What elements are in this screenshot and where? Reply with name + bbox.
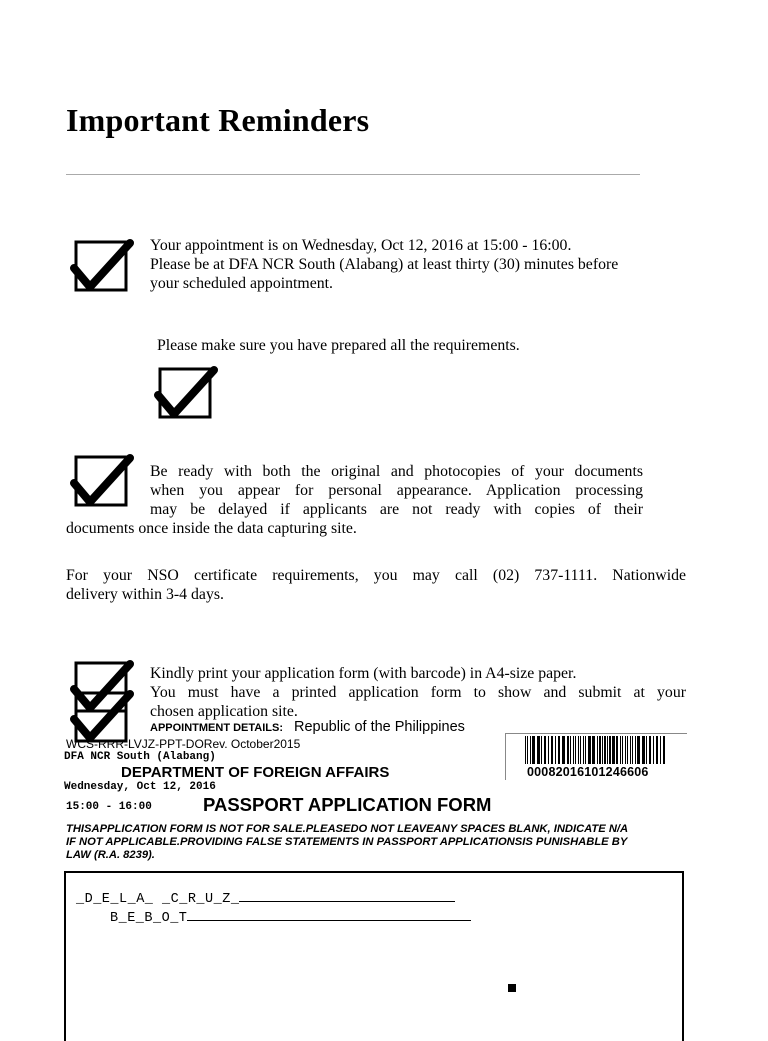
reminder-documents-line4: documents once inside the data capturing site.	[66, 520, 357, 537]
barcode-bar	[622, 736, 623, 764]
barcode-bar	[607, 736, 608, 764]
barcode-bar	[588, 736, 591, 764]
form-code: WCS-RRR-LVJZ-PPT-DORev. October2015	[66, 737, 301, 751]
barcode-icon	[525, 736, 665, 764]
firstname-field	[110, 911, 471, 926]
barcode-bar	[656, 736, 658, 764]
barcode-bar	[602, 736, 603, 764]
appointment-time: 15:00 - 16:00	[66, 801, 152, 813]
application-form-box	[64, 871, 684, 1041]
department-title: DEPARTMENT OF FOREIGN AFFAIRS	[121, 764, 390, 781]
barcode-bar	[585, 736, 586, 764]
reminder-documents-line2: when you appear for personal appearance. Application processing	[150, 482, 643, 500]
surname-field	[76, 892, 455, 907]
nso-line1: For your NSO certificate requirements, you may call (02) 737-1111. Nationwide	[66, 567, 686, 584]
firstname-value: B_E_B_O_T	[110, 911, 188, 926]
reminder-print-line3: chosen application site.	[150, 703, 298, 721]
barcode-bar	[555, 736, 556, 764]
barcode-bar	[612, 736, 615, 764]
barcode-bar	[604, 736, 606, 764]
barcode	[505, 733, 687, 781]
barcode-bar	[653, 736, 654, 764]
form-warning	[66, 823, 690, 862]
barcode-bar	[575, 736, 576, 764]
requirements-text: Please make sure you have prepared all the requirements.	[157, 337, 520, 354]
surname-value: _D_E_L_A_ _C_R_U_Z_	[76, 892, 240, 907]
barcode-bar	[649, 736, 651, 764]
barcode-bar	[609, 736, 611, 764]
barcode-bar	[663, 736, 665, 764]
checkbox-checked-icon	[70, 452, 134, 508]
square-bullet-icon	[508, 984, 516, 992]
page-title: Important Reminders	[66, 102, 370, 138]
warning-line2: IF NOT APPLICABLE.PROVIDING FALSE STATEMENTS IN PASSPORT APPLICATIONSIS PUNISHABLE BY	[66, 836, 628, 848]
barcode-bar	[580, 736, 581, 764]
title-divider	[66, 174, 640, 175]
barcode-bar	[660, 736, 661, 764]
barcode-bar	[625, 736, 626, 764]
nso-line2: delivery within 3-4 days.	[66, 586, 224, 604]
barcode-bar	[632, 736, 633, 764]
barcode-bar	[646, 736, 647, 764]
warning-line1: THISAPPLICATION FORM IS NOT FOR SALE.PLEASEDO NOT LEAVEANY SPACES BLANK, INDICATE N/A	[66, 823, 629, 835]
barcode-bar	[537, 736, 540, 764]
barcode-bar	[530, 736, 531, 764]
barcode-bar	[630, 736, 631, 764]
barcode-bar	[627, 736, 628, 764]
republic-label: Republic of the Philippines	[294, 719, 465, 735]
reminder-print	[150, 664, 686, 722]
barcode-bar	[597, 736, 598, 764]
firstname-underline	[187, 920, 471, 921]
barcode-bar	[592, 736, 595, 764]
barcode-bar	[567, 736, 569, 764]
barcode-bar	[599, 736, 601, 764]
barcode-bar	[525, 736, 526, 764]
reminder-print-line1: Kindly print your application form (with barcode) in A4-size paper.	[150, 665, 577, 682]
barcode-bar	[544, 736, 546, 764]
barcode-bar	[548, 736, 549, 764]
checkbox-checked-icon	[154, 364, 218, 420]
barcode-bar	[551, 736, 553, 764]
barcode-bar	[642, 736, 645, 764]
checkbox-checked-icon	[70, 688, 134, 744]
barcode-bar	[573, 736, 574, 764]
barcode-number: 00082016101246606	[527, 765, 649, 779]
appointment-details-label: APPOINTMENT DETAILS:	[150, 722, 284, 734]
barcode-bar	[620, 736, 621, 764]
checkbox-checked-icon	[70, 237, 134, 293]
barcode-bar	[532, 736, 535, 764]
barcode-bar	[583, 736, 584, 764]
barcode-bar	[570, 736, 571, 764]
barcode-bar	[635, 736, 636, 764]
reminder-documents-line3: may be delayed if applicants are not ready with copies of their	[150, 501, 643, 519]
barcode-bar	[527, 736, 528, 764]
appointment-date: Wednesday, Oct 12, 2016	[64, 781, 216, 793]
barcode-bar	[637, 736, 640, 764]
barcode-bar	[558, 736, 560, 764]
barcode-bar	[616, 736, 618, 764]
barcode-bar	[541, 736, 542, 764]
reminder-appointment-line3: your scheduled appointment.	[150, 275, 333, 293]
nso-info	[66, 566, 686, 604]
reminder-appointment-line1: Your appointment is on Wednesday, Oct 12, 2016 at 15:00 - 16:00.	[150, 237, 572, 254]
form-title: PASSPORT APPLICATION FORM	[203, 794, 492, 815]
surname-underline	[239, 901, 455, 902]
reminder-appointment	[150, 236, 690, 294]
reminder-documents	[150, 462, 643, 520]
reminder-documents-line1: Be ready with both the original and photocopies of your documents	[150, 463, 643, 480]
barcode-bar	[562, 736, 565, 764]
reminder-appointment-line2: Please be at DFA NCR South (Alabang) at least thirty (30) minutes before	[150, 256, 619, 274]
reminder-print-line2: You must have a printed application form to show and submit at your	[150, 684, 686, 702]
application-site: DFA NCR South (Alabang)	[64, 751, 216, 763]
barcode-bar	[578, 736, 579, 764]
warning-line3: LAW (R.A. 8239).	[66, 849, 155, 861]
